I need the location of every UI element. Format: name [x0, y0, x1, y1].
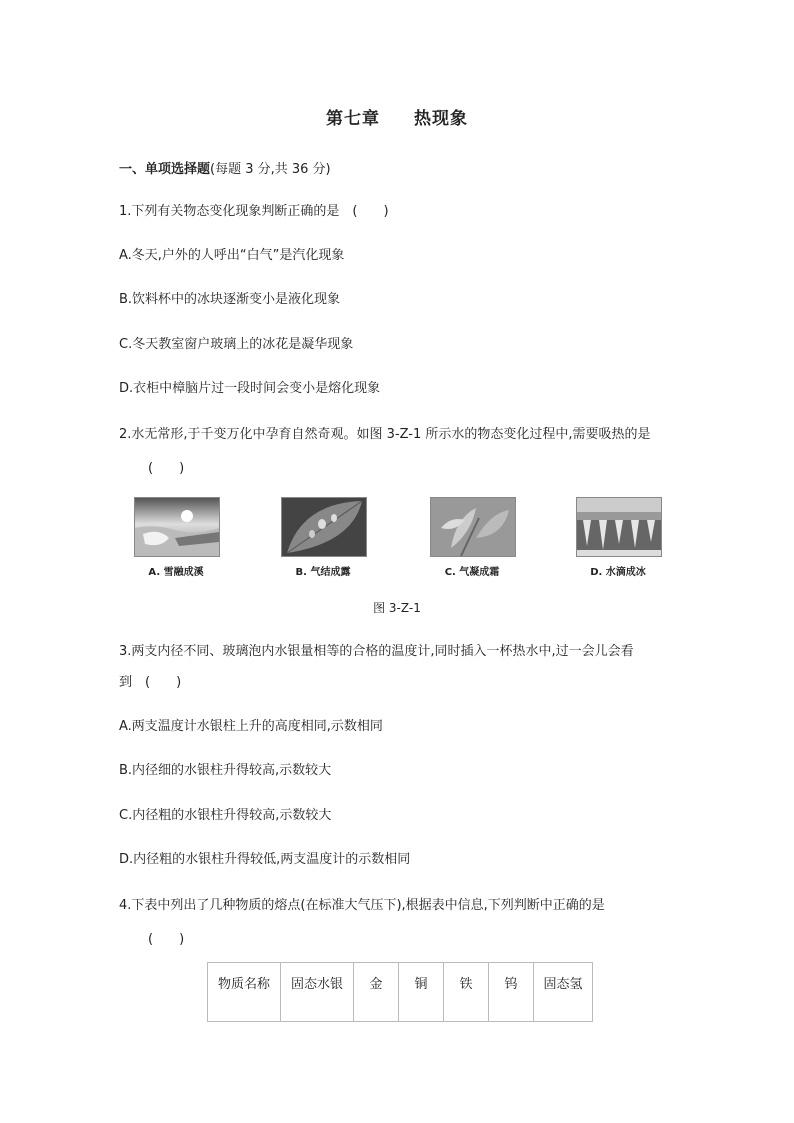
table-cell: 物质名称: [208, 963, 281, 1022]
table-cell: 固态氢: [534, 963, 593, 1022]
caption-b: B. 气结成露: [295, 567, 351, 578]
caption-d: D. 水滴成冰: [590, 567, 646, 578]
chapter-topic: 热现象: [414, 109, 468, 129]
table-cell: 固态水银: [281, 963, 354, 1022]
table-cell: 铜: [399, 963, 444, 1022]
q1-option-a: A.冬天,户外的人呼出“白气”是汽化现象: [119, 248, 345, 263]
q3-option-c: C.内径粗的水银柱升得较高,示数较大: [119, 808, 332, 823]
section-title: 一、单项选择题: [119, 162, 211, 177]
figure-caption: 图 3-Z-1: [373, 601, 421, 615]
table-header-row: [208, 963, 593, 1022]
photo-icicles: [576, 497, 662, 557]
q2-answer-paren: ( ): [148, 461, 185, 476]
table-cell: 钨: [489, 963, 534, 1022]
q3-option-a: A.两支温度计水银柱上升的高度相同,示数相同: [119, 719, 383, 734]
table-cell: 铁: [444, 963, 489, 1022]
section-note: (每题 3 分,共 36 分): [210, 162, 331, 177]
q4-answer-paren: ( ): [148, 932, 185, 947]
q4-stem: 4.下表中列出了几种物质的熔点(在标准大气压下),根据表中信息,下列判断中正确的是: [119, 898, 605, 913]
caption-c: C. 气凝成霜: [444, 567, 500, 578]
q3-option-d: D.内径粗的水银柱升得较低,两支温度计的示数相同: [119, 852, 411, 867]
q1-option-c: C.冬天教室窗户玻璃上的冰花是凝华现象: [119, 337, 354, 352]
photo-snow-melting: [134, 497, 220, 557]
q3-stem-line2: 到 ( ): [119, 675, 182, 690]
q1-option-b: B.饮料杯中的冰块逐渐变小是液化现象: [119, 292, 341, 307]
photo-dew-drops: [281, 497, 367, 557]
q2-stem: 2.水无常形,于千变万化中孕育自然奇观。如图 3-Z-1 所示水的物态变化过程中,需要吸热的是: [119, 427, 651, 442]
table-cell: 金: [354, 963, 399, 1022]
section-heading: [119, 158, 331, 177]
q1-stem: 1.下列有关物态变化现象判断正确的是 ( ): [119, 204, 389, 219]
caption-a: A. 雪融成溪: [148, 567, 204, 578]
photo-frost: [430, 497, 516, 557]
q3-option-b: B.内径细的水银柱升得较高,示数较大: [119, 763, 332, 778]
chapter-title: [0, 104, 794, 129]
q3-stem-line1: 3.两支内径不同、玻璃泡内水银量相等的合格的温度计,同时插入一杯热水中,过一会儿会看: [119, 644, 634, 659]
melting-point-table: [207, 962, 593, 1022]
q1-option-d: D.衣柜中樟脑片过一段时间会变小是熔化现象: [119, 381, 381, 396]
chapter-number: 第七章: [326, 109, 380, 129]
